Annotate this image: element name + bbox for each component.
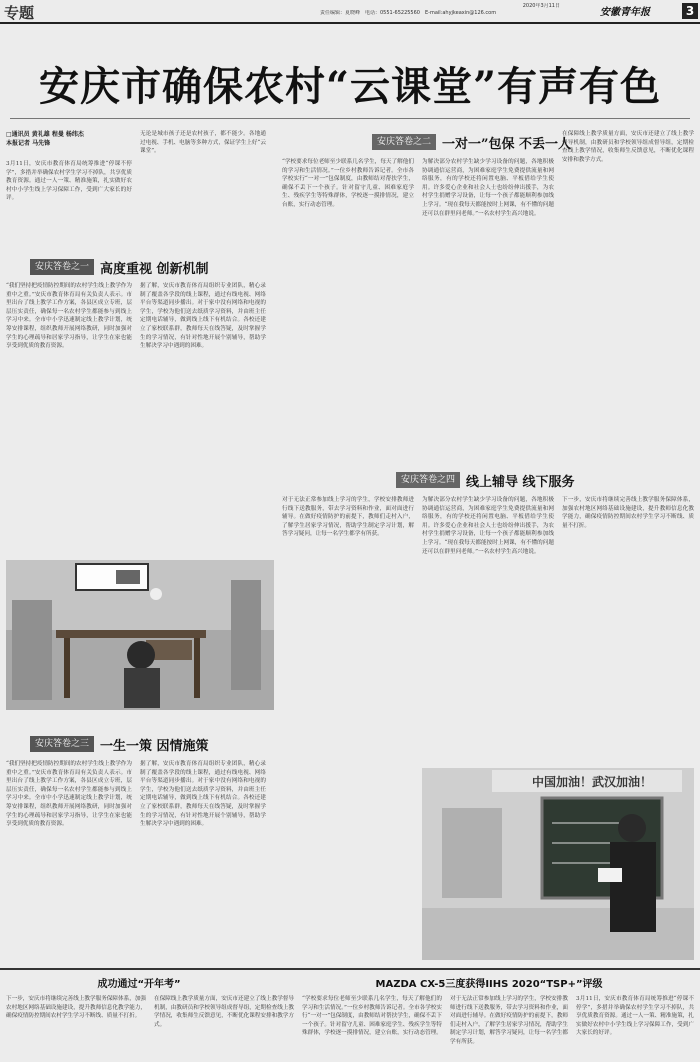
editor-line: 责任编辑：夏晓峰 电话：0551-65225560 E-mail:ahyjkeaxin@126.com [320,10,497,16]
ad-text-5: 3月11日，安庆市教育体育局统筹推进“停课不停学”，多措并举确保农村学生学习不掉队，共享优质教育资源。通过一人一策、精准施策，扎实做好农村中小学生线上学习保障工作，受到广大家长的好评。 [576,996,694,1037]
article-text-col4-top: 为解决部分农村学生缺少学习设备的问题，各地积极协调通信运营商，为困难家庭学生免费提供流量和网络服务，有的学校还将闲置电脑、平板借给学生使用。许多爱心企业和社会人士也纷纷伸出援手，为农村学生捐赠学习设备，让每一个孩子都能顺利参加线上学习。“现在我每天都能按时上网课，有不懂的问题还可以在群里问老师。”一名农村学生高兴地说。 [422,159,554,217]
article-text-col4-bottom: 为解决部分农村学生缺少学习设备的问题，各地积极协调通信运营商，为困难家庭学生免费提供流量和网络服务，有的学校还将闲置电脑、平板借给学生使用。许多爱心企业和社会人士也纷纷伸出援手，为农村学生捐赠学习设备，让每一个孩子都能顺利参加线上学习。“现在我每天都能按时上网课，有不懂的问题还可以在群里问老师。”一名农村学生高兴地说。 [422,497,554,555]
article-text-col5-top: 在保障线上教学质量方面，安庆市还建立了线上教学督导机制，由教研员和学校领导组成督导组，定期检查线上教学情况，收集师生反馈意见，不断优化课程安排和教学方式。 [562,131,694,163]
section-title-2: 一对一”包保 不丢一人 [442,136,572,152]
photo-teacher-svg [422,768,694,960]
masthead: 安徽青年报 [600,7,650,18]
article-text-col1-bottom: “我们坚持把疫情防控期间的农村学生线上教学作为重中之重。”安庆市教育体育局有关负责人表示。市里出台了线上教学工作方案，各县区成立专班，层层压实责任，确保每一名农村学生都能参与到线上学习中来。全市中小学迅速制定线上教学计划，统筹安排课程，组织教师开展网络教研，同时加强对学生的心理疏导和居家学习指导，让学生在家也能享受到优质的教育资源。 [6,761,132,828]
photo2-banner-text: 中国加油！武汉加油！ [531,775,652,789]
article-text-col3-bottom: 对于无法正常参加线上学习的学生，学校安排教师进行线下送教服务，带去学习资料和作业，面对面进行辅导。在做好疫情防护的前提下，教师们走村入户，了解学生居家学习情况，帮助学生制定学习计划，解答学习疑问，让每一名学生都学有所获。 [282,497,414,538]
section-tag-1: 安庆答卷之一 [30,259,94,275]
header-rule [0,22,700,24]
photo-teacher-blackboard [422,768,694,960]
ad-text-3: “学校要求每位老师至少联系几名学生，每天了解他们的学习和生活情况。”一位乡村教师告诉记者。全市各学校实行“一对一”包保制度，由教师结对帮扶学生，确保不丢下一个孩子。针对留守儿童、困难家庭学生、残疾学生等特殊群体，学校逐一摸排情况，建立台账，实行动态管理。 [302,996,442,1037]
article-text-col1-mid: “我们坚持把疫情防控期间的农村学生线上教学作为重中之重。”安庆市教育体育局有关负责人表示。市里出台了线上教学工作方案，各县区成立专班，层层压实责任，确保每一名农村学生都能参与到线上学习中来。全市中小学迅速制定线上教学计划，统筹安排课程，组织教师开展网络教研，同时加强对学生的心理疏导和居家学习指导，让学生在家也能享受到优质的教育资源。 [6,283,132,350]
section-tag-2: 安庆答卷之二 [372,134,436,150]
article-text-col3-top: “学校要求每位老师至少联系几名学生，每天了解他们的学习和生活情况。”一位乡村教师告诉记者。全市各学校实行“一对一”包保制度，由教师结对帮扶学生，确保不丢下一个孩子。针对留守儿童、困难家庭学生、残疾学生等特殊群体，学校逐一摸排情况，建立台账，实行动态管理。 [282,159,414,208]
page-info [320,3,560,17]
article-text-col1-top: 3月11日，安庆市教育体育局统筹推进“停课不停学”，多措并举确保农村学生学习不掉队，共享优质教育资源。通过一人一策、精准施策，扎实做好农村中小学生线上学习保障工作，受到广大家长的好评。 [6,161,132,202]
section-title-4: 线上辅导 线下服务 [466,474,575,490]
ad-headline-1: 成功通过“开年考” [97,979,181,990]
article-text-col2-mid: 据了解，安庆市教育体育局组织专业团队，精心录制了覆盖各学段的线上课程，通过有线电视、网络平台等渠道同步播出。对于家中没有网络和电视的学生，学校为他们送去纸质学习资料，并由班主任定期电话辅导，做到线上线下有机结合。各校还建立了家校联系群，教师每天在线答疑，及时掌握学生的学习情况，有针对性地开展个别辅导，帮助学生解决学习中遇到的困难。 [140,283,266,350]
article-text-col5-bottom: 下一步，安庆市将继续完善线上教学服务保障体系，加强农村地区网络基础设施建设，提升教师信息化教学能力，确保疫情防控期间农村学生学习不断线、质量不打折。 [562,497,694,529]
ad-top-rule [0,968,700,970]
section-label: 专题 [4,4,35,22]
headline: 安庆市确保农村“云课堂”有声有色 [38,63,661,110]
section-header-2 [372,133,571,151]
section-header-4 [396,471,575,489]
date-line: 2020年3月11日 [522,3,560,9]
section-title-1: 高度重视 创新机制 [100,261,209,277]
ad-text-2: 在保障线上教学质量方面，安庆市还建立了线上教学督导机制，由教研员和学校领导组成督导组，定期检查线上教学情况，收集师生反馈意见，不断优化课程安排和教学方式。 [154,996,294,1028]
section-tag-4: 安庆答卷之四 [396,472,460,488]
ad-headline-2: MAZDA CX-5三度获得IIHS 2020“TSP+”评级 [375,979,603,990]
ad-text-4: 对于无法正常参加线上学习的学生，学校安排教师进行线下送教服务，带去学习资料和作业，面对面进行辅导。在做好疫情防护的前提下，教师们走村入户，了解学生居家学习情况，帮助学生制定学习计划，解答学习疑问，让每一名学生都学有所获。 [450,996,568,1045]
page-number: 3 [682,3,698,19]
section-header-3 [30,735,209,753]
section-tag-3: 安庆答卷之三 [30,736,94,752]
headline-rule [10,118,690,119]
article-text-col2-bottom: 据了解，安庆市教育体育局组织专业团队，精心录制了覆盖各学段的线上课程，通过有线电视、网络平台等渠道同步播出。对于家中没有网络和电视的学生，学校为他们送去纸质学习资料，并由班主任定期电话辅导，做到线上线下有机结合。各校还建立了家校联系群，教师每天在线答疑，及时掌握学生的学习情况，有针对性地开展个别辅导，帮助学生解决学习中遇到的困难。 [140,761,266,828]
section-title-3: 一生一策 因情施策 [100,738,209,754]
photo-student-online-class [6,560,274,710]
article-text-col2-top: 无论是城市孩子还是农村孩子，都不能少。各地通过电视、手机、电脑等多种方式，保证学生上好“云课堂”。 [140,131,266,155]
ad-headlines [0,975,700,990]
ad-text-1: 下一步，安庆市将继续完善线上教学服务保障体系，加强农村地区网络基础设施建设，提升教师信息化教学能力，确保疫情防控期间农村学生学习不断线、质量不打折。 [6,996,146,1020]
section-header-1 [30,258,209,276]
byline: □通讯员 黄礼雄 程曼 杨纬杰 本报记者 马先锋 [6,131,84,147]
photo-student-svg [6,560,274,710]
